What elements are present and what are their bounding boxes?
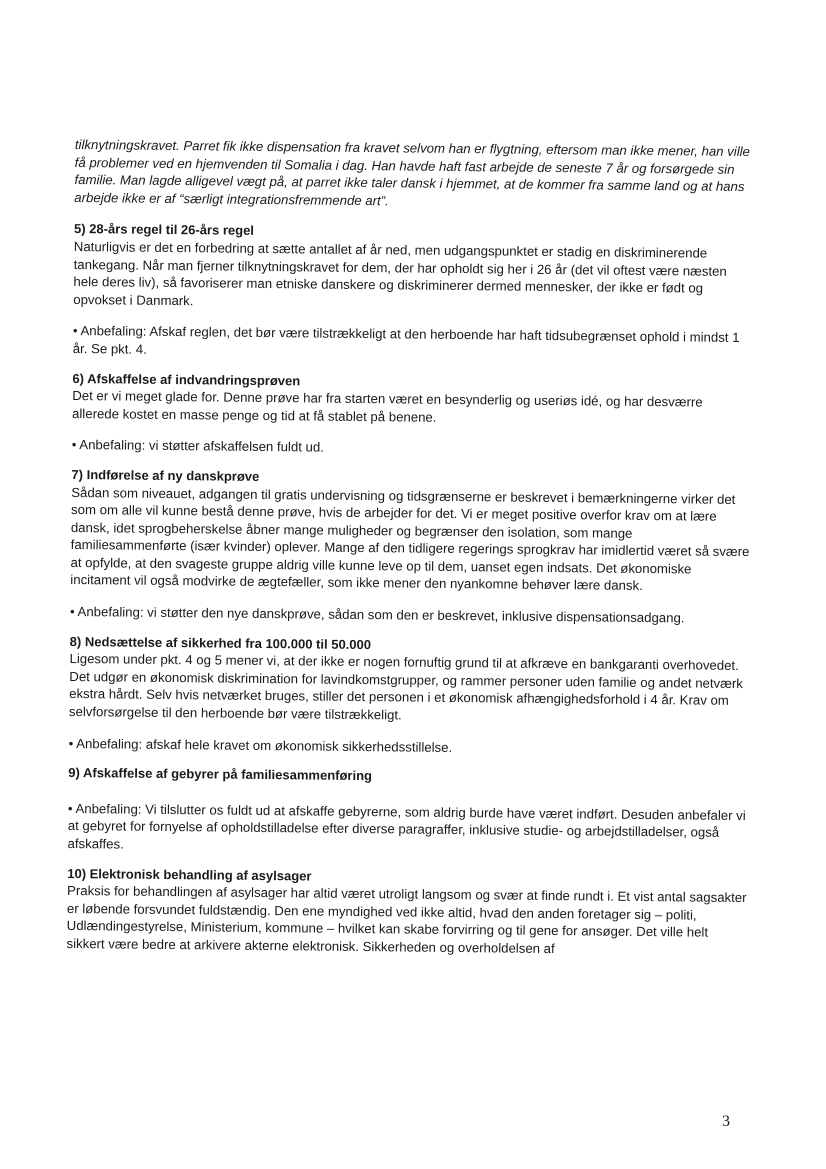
section-heading: 6) Afskaffelse af indvandringsprøven <box>72 370 301 388</box>
section-body: Sådan som niveauet, adgangen til gratis undervisning og tidsgrænserne er beskrevet i bemærkningerne virker det som om alle vil kunne bestå denne prøve, hvis de arbejder for det. Vi er meget positive overfor krav om at lære dansk, idet sprogbeherskelse åbner mange muligheder og begrænser den isolation, som mange familiesammenførte (især kvinder) oplever. Mange af den tidligere regerings sprogkrav har imidlertid været så svære at opfylde, at den svageste gruppe aldrig ville kunne leve op til dem, uanset egen indsats. Det økonomiske incitament vil også modvirke de ægtefæller, som ikke mener den nyankomne behøver lære dansk. <box>70 484 750 594</box>
section-heading: 5) 28-års regel til 26-års regel <box>73 221 255 239</box>
section-heading: 7) Indførelse af ny danskprøve <box>71 466 260 484</box>
section-recommendation: • Anbefaling: vi støtter den nye danskprøve, sådan som den er beskrevet, inklusive dispensationsadgang. <box>69 604 685 626</box>
section-recommendation: • Anbefaling: vi støtter afskaffelsen fuldt ud. <box>71 437 324 455</box>
section-body: Praksis for behandlingen af asylsager har altid været utroligt langsom og svær at finde rundt i. Et vist antal sagsakter er løbende forsvundet fuldstændig. Den ene myndighed ved ikke altid, hvad den anden foretager sig – politi, Udlændingestyrelse, Ministerium, kommune – hvilket kan skabe forvirring og til gene for ansøger. Det ville helt sikkert være bedre at arkivere akterne elektronisk. Sikkerheden og overholdelsen af <box>66 883 747 957</box>
section-body: Naturligvis er det en forbedring at sætte antallet af år ned, men udgangspunktet er stadig en diskriminerende tankegang. Når man fjerner tilknytningskravet for dem, der har opholdt sig her i 26 år (det vil oftest være næsten hele deres liv), så favoriserer man etniske danskere og diskriminerer dermed mennesker, der ikke er født og opvokset i Danmark. <box>73 238 727 308</box>
section-9 <box>67 764 748 859</box>
section-5 <box>73 220 754 364</box>
page-number: 3 <box>722 1113 730 1130</box>
section-7 <box>70 466 752 628</box>
section-recommendation: • Anbefaling: Vi tilslutter os fuldt ud at afskaffe gebyrerne, som aldrig burde have været indført. Desuden anbefaler vi at gebyret for fornyelse af opholdstilladelse efter diverse paragraffer, inklusive studie- og arbejdstilladelser, også afskaffes. <box>67 800 746 852</box>
section-recommendation: • Anbefaling: Afskaf reglen, det bør være tilstrækkeligt at den herboende har haft tidsubegrænset ophold i mindst 1 år. Se pkt. 4. <box>72 323 740 357</box>
intro-paragraph: tilknytningskravet. Parret fik ikke dispensation fra kravet selvom han er flygtning, eftersom man ikke mener, han ville få problemer ved en hjemvenden til Somalia i dag. Han havde haft fast arbejde de seneste 7 år og forsørgede sin familie. Man lagde alligevel vægt på, at parret ikke taler dansk i hjemmet, at de kommer fra samme land og at hans arbejde ikke er af “særligt integrationsfremmende art”. <box>74 136 751 209</box>
section-heading: 9) Afskaffelse af gebyrer på familiesammenføring <box>68 765 373 784</box>
section-heading: 8) Nedsættelse af sikkerhed fra 100.000 til 50.000 <box>69 633 372 652</box>
section-6 <box>72 370 753 461</box>
section-body: Ligesom under pkt. 4 og 5 mener vi, at der ikke er nogen fornuftig grund til at afkræve en bankgaranti overhovedet. Det udgør en økonomisk diskrimination for lavindkomstgrupper, og rammer personer uden familie og andet netværk ekstra hårdt. Selv hvis netværket bruges, stiller det personen i et økonomisk afhængighedsforhold i 4 år. Krav om selvforsørgelse til den herboende bør være tilstrækkeligt. <box>68 651 743 723</box>
section-recommendation: • Anbefaling: afskaf hele kravet om økonomisk sikkerhedsstillelse. <box>68 735 453 755</box>
section-10 <box>66 865 747 960</box>
document-page <box>66 136 755 972</box>
section-heading: 10) Elektronisk behandling af asylsager <box>67 865 312 884</box>
section-body: Det er vi meget glade for. Denne prøve har fra starten været en besynderlig og useriøs idé, og har desværre allerede kostet en masse penge og tid at få stablet på benene. <box>72 388 703 425</box>
section-8 <box>69 633 750 760</box>
